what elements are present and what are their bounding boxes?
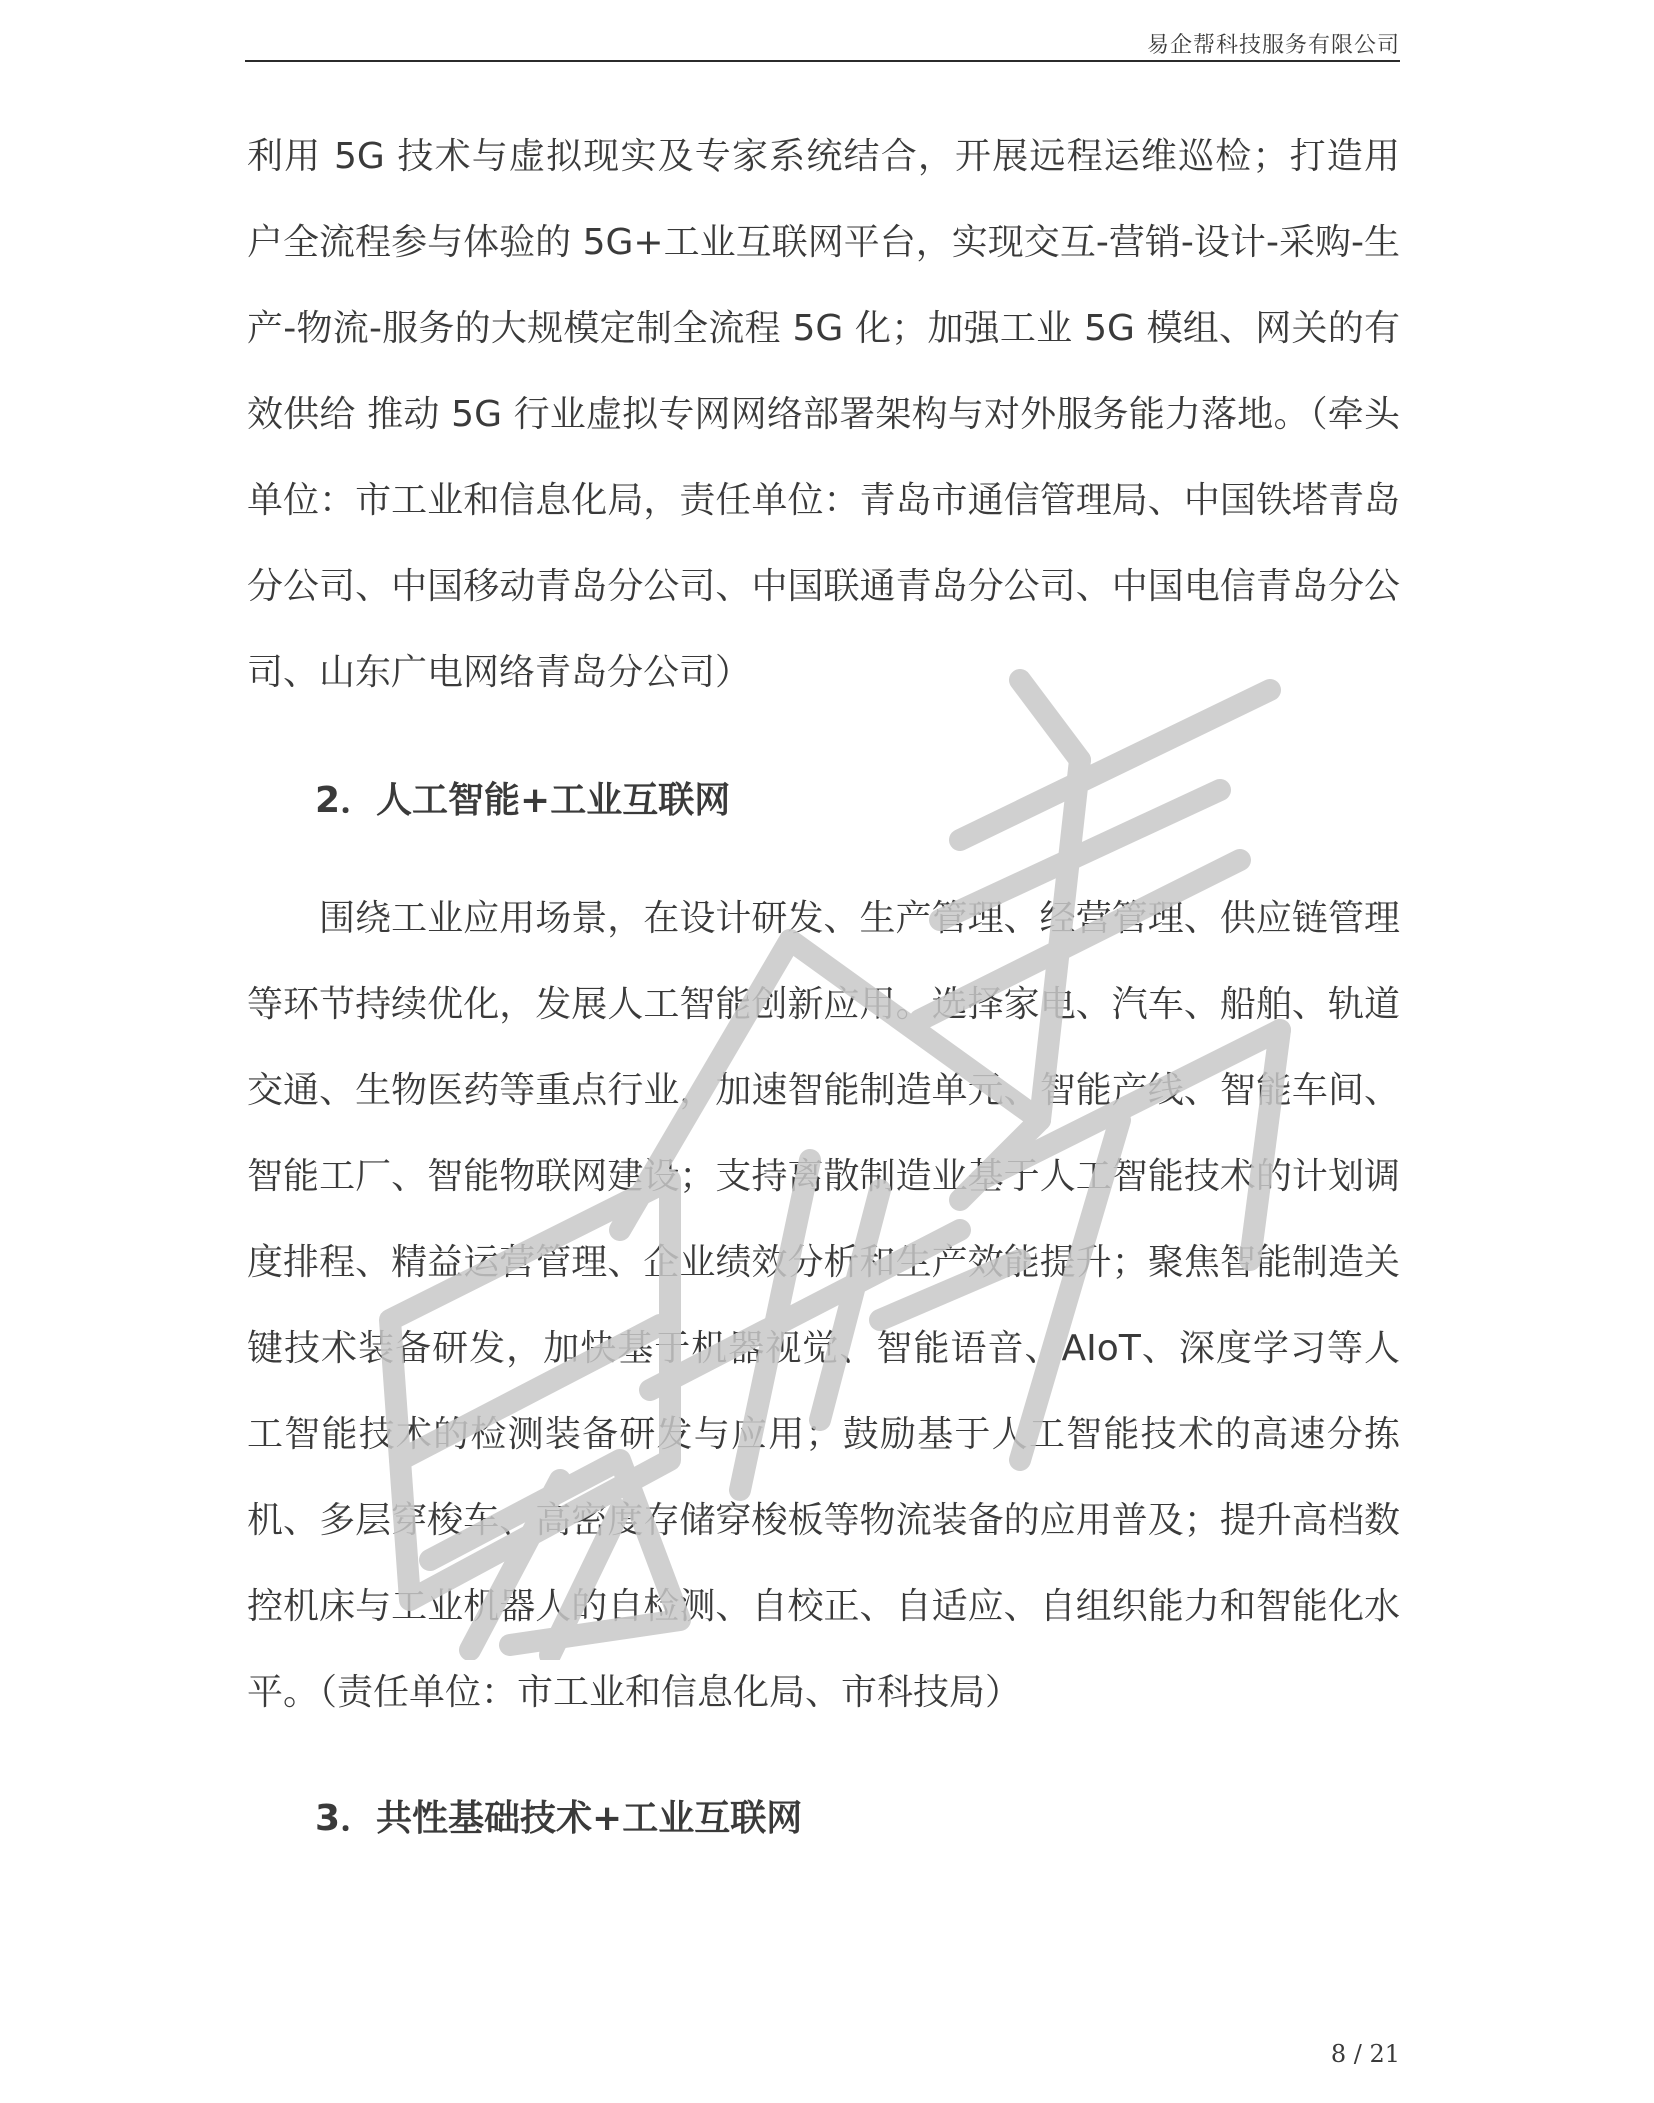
body-paragraph-2: 围绕工业应用场景，在设计研发、生产管理、经营管理、供应链管理等环节持续优化，发展人工智能创新应用。选择家电、汽车、船舶、轨道交通、生物医药等重点行业，加速智能制造单元、智能产线、智能车间、智能工厂、智能物联网建设；支持离散制造业基于人工智能技术的计划调度排程、精益运营管理、企业绩效分析和生产效能提升；聚焦智能制造关键技术装备研发，加快基于机器视觉、智能语音、AIoT、深度学习等人工智能技术的检测装备研发与应用；鼓励基于人工智能技术的高速分拣机、多层穿梭车、高密度存储穿梭板等物流装备的应用普及；提升高档数控机床与工业机器人的自检测、自校正、自适应、自组织能力和智能化水平。（责任单位：市工业和信息化局、市科技局） xyxy=(247,898,1400,1713)
header-company-name: 易企帮科技服务有限公司 xyxy=(1146,33,1400,58)
section-heading-2: 2．人工智能+工业互联网 xyxy=(315,780,731,821)
section-heading-3: 3．共性基础技术+工业互联网 xyxy=(315,1798,803,1839)
page-content xyxy=(247,114,1400,1862)
page-number: 8 / 21 xyxy=(1330,2040,1400,2068)
page-header xyxy=(245,24,1400,62)
body-paragraph-1: 利用 5G 技术与虚拟现实及专家系统结合，开展远程运维巡检；打造用户全流程参与体验的 5G+工业互联网平台，实现交互-营销-设计-采购-生产-物流-服务的大规模定制全流程 5G 化；加强工业 5G 模组、网关的有效供给 推动 5G 行业虚拟专网网络部署架构与对外服务能力落地。（牵头单位：市工业和信息化局，责任单位：青岛市通信管理局、中国铁塔青岛分公司、中国移动青岛分公司、中国联通青岛分公司、中国电信青岛分公司、山东广电网络青岛分公司） xyxy=(247,136,1400,693)
